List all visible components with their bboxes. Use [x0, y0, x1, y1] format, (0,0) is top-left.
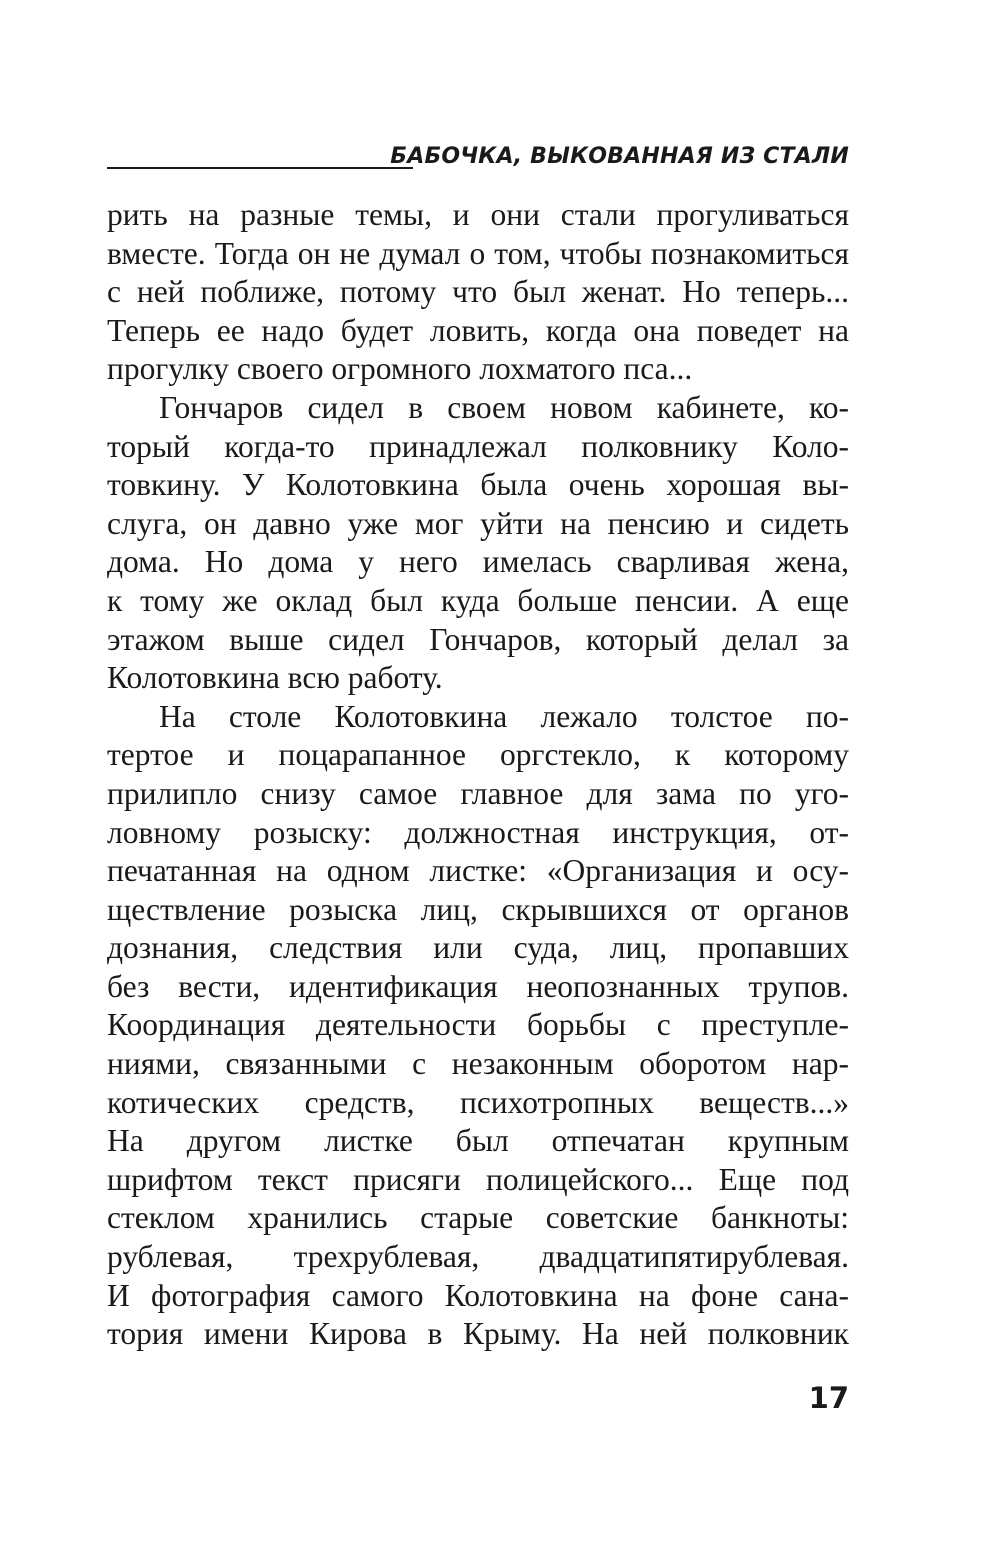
book-title: БАБОЧКА, ВЫКОВАННАЯ ИЗ СТАЛИ [390, 144, 849, 169]
text-line: вместе. Тогда он не думал о том, чтобы познакомиться [107, 235, 849, 271]
text-line: ниями, связанными с незаконным оборотом нар- [107, 1046, 849, 1082]
text-line: ловному розыску: должностная инструкция, от- [107, 814, 849, 850]
text-line: без вести, идентификация неопознанных трупов. [107, 968, 849, 1004]
text-line: тория имени Кирова в Крыму. На ней полковник [107, 1316, 849, 1352]
page-number: 17 [808, 1381, 849, 1415]
text-line: слуга, он давно уже мог уйти на пенсию и сидеть [107, 505, 849, 541]
text-line: Теперь ее надо будет ловить, когда она поведет на [107, 312, 849, 348]
text-line: ществление розыска лиц, скрывшихся от органов [107, 891, 849, 927]
header-rule [107, 167, 413, 169]
text-line: печатанная на одном листке: «Организация и осу- [107, 853, 849, 889]
text-line: На другом листке был отпечатан крупным [107, 1123, 849, 1159]
text-line: этажом выше сидел Гончаров, который делал за [107, 621, 849, 657]
text-line: И фотография самого Колотовкина на фоне сана- [107, 1277, 849, 1313]
text-line: товкину. У Колотовкина была очень хорошая вы- [107, 467, 849, 503]
text-line: дознания, следствия или суда, лиц, пропавших [107, 930, 849, 966]
text-line: котических средств, психотропных веществ...» [107, 1084, 849, 1120]
text-line: Координация деятельности борьбы с преступле- [107, 1007, 849, 1043]
text-line: тертое и поцарапанное оргстекло, к которому [107, 737, 849, 773]
text-line: На столе Колотовкина лежало толстое по- [159, 698, 849, 734]
text-line: торый когда-то принадлежал полковнику Коло- [107, 428, 849, 464]
text-line: стеклом хранились старые советские банкноты: [107, 1200, 849, 1236]
text-line: дома. Но дома у него имелась сварливая жена, [107, 544, 849, 580]
text-line: с ней поближе, потому что был женат. Но теперь... [107, 274, 849, 310]
text-line: Гончаров сидел в своем новом кабинете, ко- [159, 389, 849, 425]
body-text [107, 196, 849, 1354]
text-line: рублевая, трехрублевая, двадцатипятирублевая. [107, 1239, 849, 1275]
text-line: прилипло снизу самое главное для зама по уго- [107, 775, 849, 811]
text-line: Колотовкина всю работу. [107, 660, 443, 696]
text-line: прогулку своего огромного лохматого пса... [107, 351, 693, 387]
text-line: рить на разные темы, и они стали прогуливаться [107, 197, 849, 232]
text-line: к тому же оклад был куда больше пенсии. А еще [107, 582, 849, 618]
running-head [107, 140, 849, 180]
text-line: шрифтом текст присяги полицейского... Еще под [107, 1161, 849, 1197]
